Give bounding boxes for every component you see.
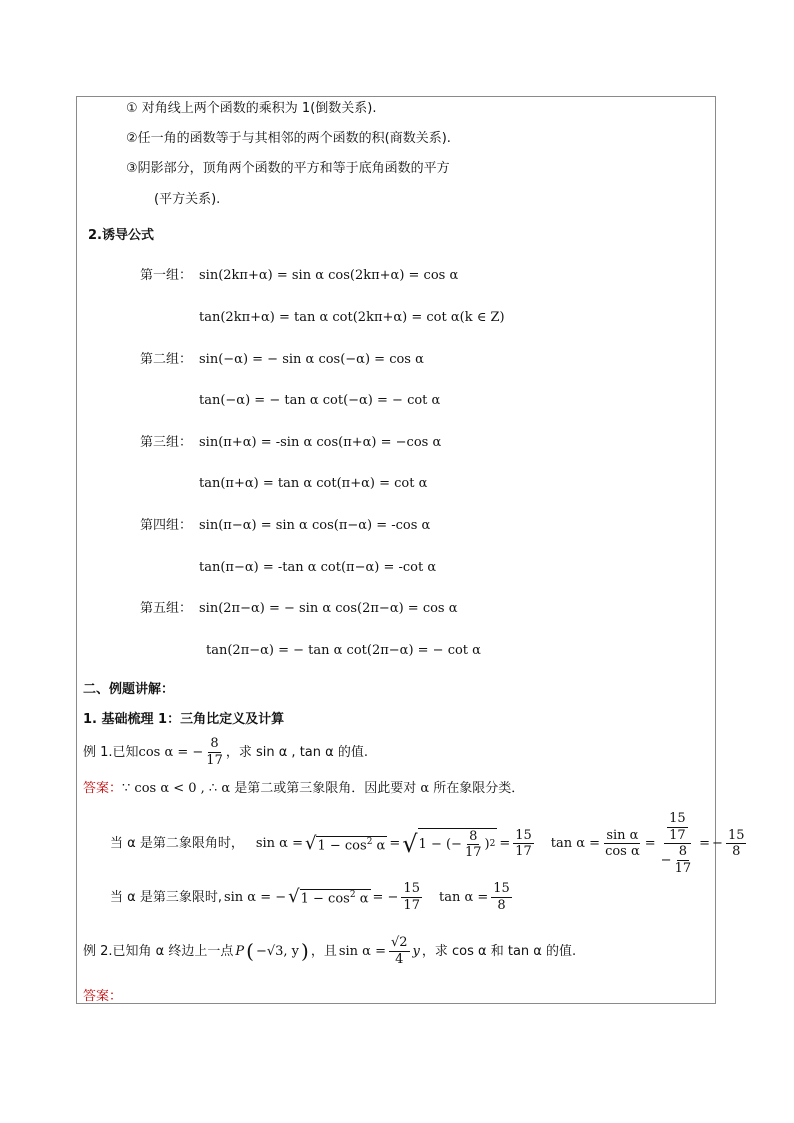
compound-fraction: $\frac{15}{17}$ − $\frac{8}{17}$	[660, 811, 692, 876]
group-formula: sin(2kπ+α) = sin α cos(2kπ+α) = cos α	[199, 268, 459, 283]
topic-title: 1. 基础梳理 1：三角比定义及计算	[83, 712, 285, 727]
sqrt-expression: √ $1 - \cos^2 \alpha$	[288, 886, 369, 908]
example-1-suffix: ，求 sin α , tan α 的值.	[225, 744, 368, 760]
answer-1-text: ∵ cos α < 0 , ∴ α 是第二或第三象限角．因此要对 α 所在象限分类．	[122, 781, 525, 796]
fraction: $\frac{15}{8}$	[727, 827, 745, 860]
tan-lhs: tan α =	[550, 836, 601, 852]
relation-2: ②任一角的函数等于与其相邻的两个函数的积(商数关系).	[126, 131, 451, 146]
group-formula: sin(−α) = − sin α cos(−α) = cos α	[199, 352, 424, 367]
answer-label: 答案：	[83, 781, 123, 796]
sqrt-text: )	[484, 837, 490, 853]
relation-1: ① 对角线上两个函数的乘积为 1(倒数关系).	[126, 101, 377, 116]
minus: −	[712, 836, 723, 852]
fraction: $\frac{\text{sin α}}{\text{cos α}}$	[605, 827, 640, 860]
case-quadrant-3	[110, 882, 513, 912]
section-title-induction: 2.诱导公式	[88, 228, 154, 243]
superscript: 2	[366, 836, 373, 847]
equals: =	[389, 836, 401, 852]
case-quadrant-2	[110, 812, 747, 876]
answer-1-line	[83, 782, 524, 795]
example-1-cos: cos α = −	[138, 744, 204, 760]
sqrt-text: 1 − cos	[300, 891, 350, 907]
group-formula: tan(2π−α) = − tan α cot(2π−α) = − cot α	[206, 643, 481, 658]
example-2-mid: ，且	[310, 943, 337, 959]
sqrt-expression: √ $1 - \cos^2 \alpha$	[304, 832, 386, 854]
example-1	[83, 737, 368, 767]
answer-2-label: 答案：	[83, 989, 123, 1004]
group-formula: sin(π−α) = sin α cos(π−α) = -cos α	[199, 518, 431, 533]
fraction: $\frac{15}{8}$	[493, 881, 510, 913]
variable-y: y	[412, 943, 420, 959]
fraction: $\frac{8}{17}$	[206, 736, 223, 768]
sqrt-text: 1 − cos	[317, 837, 367, 853]
sqrt-text: 1 − (−	[418, 837, 462, 853]
point-label: P	[235, 943, 245, 959]
example-1-prefix: 例 1.已知	[83, 744, 139, 760]
paren-left: (	[246, 939, 254, 964]
group-label: 第五组：	[140, 601, 193, 616]
case-3-text: 当 α 是第三象限时,	[110, 889, 222, 905]
tan-lhs: tan α =	[438, 889, 489, 905]
relation-3-cont: (平方关系).	[154, 192, 221, 207]
group-label: 第一组：	[140, 268, 193, 283]
sin-lhs: sin α =	[338, 943, 386, 959]
equals: =	[499, 836, 511, 852]
sqrt-expression: √ 1 − (− $\frac{8}{17}$ ) 2	[402, 828, 496, 861]
section-title-examples: 二、例题讲解：	[83, 682, 175, 697]
group-formula: tan(−α) = − tan α cot(−α) = − cot α	[199, 393, 441, 408]
group-formula: tan(π+α) = tan α cot(π+α) = cot α	[199, 476, 428, 491]
paren-right: )	[301, 939, 309, 964]
fraction: $\frac{8}{17}$	[464, 828, 482, 861]
superscript: 2	[489, 839, 496, 850]
equals-minus: = −	[372, 889, 399, 905]
fraction: $\frac{15}{17}$	[403, 881, 420, 913]
group-formula: tan(π−α) = -tan α cot(π−α) = -cot α	[199, 560, 437, 575]
relation-3: ③阴影部分，顶角两个函数的平方和等于底角函数的平方	[126, 161, 450, 176]
sin-lhs: sin α =	[255, 836, 303, 852]
alpha: α	[355, 891, 369, 907]
group-label: 第三组：	[140, 435, 193, 450]
example-2	[83, 936, 576, 966]
equals: =	[644, 836, 656, 852]
equals: =	[699, 836, 711, 852]
group-label: 第四组：	[140, 518, 193, 533]
fraction: $\frac{√2}{4}$	[390, 935, 408, 967]
case-2-text: 当 α 是第二象限角时，	[110, 836, 244, 852]
group-formula: tan(2kπ+α) = tan α cot(2kπ+α) = cot α(k ∈ Z)	[199, 310, 505, 325]
alpha: α	[372, 837, 386, 853]
group-label: 第二组：	[140, 352, 193, 367]
sin-lhs: sin α = −	[223, 889, 287, 905]
group-formula: sin(π+α) = -sin α cos(π+α) = −cos α	[199, 435, 442, 450]
point-coords: −√3, y	[255, 943, 299, 959]
example-2-prefix: 例 2.已知角 α 终边上一点	[83, 943, 234, 959]
fraction: $\frac{15}{17}$	[515, 827, 532, 860]
group-formula: sin(2π−α) = − sin α cos(2π−α) = cos α	[199, 601, 458, 616]
example-2-suffix: ，求 cos α 和 tan α 的值.	[421, 943, 577, 959]
superscript: 2	[349, 889, 356, 900]
